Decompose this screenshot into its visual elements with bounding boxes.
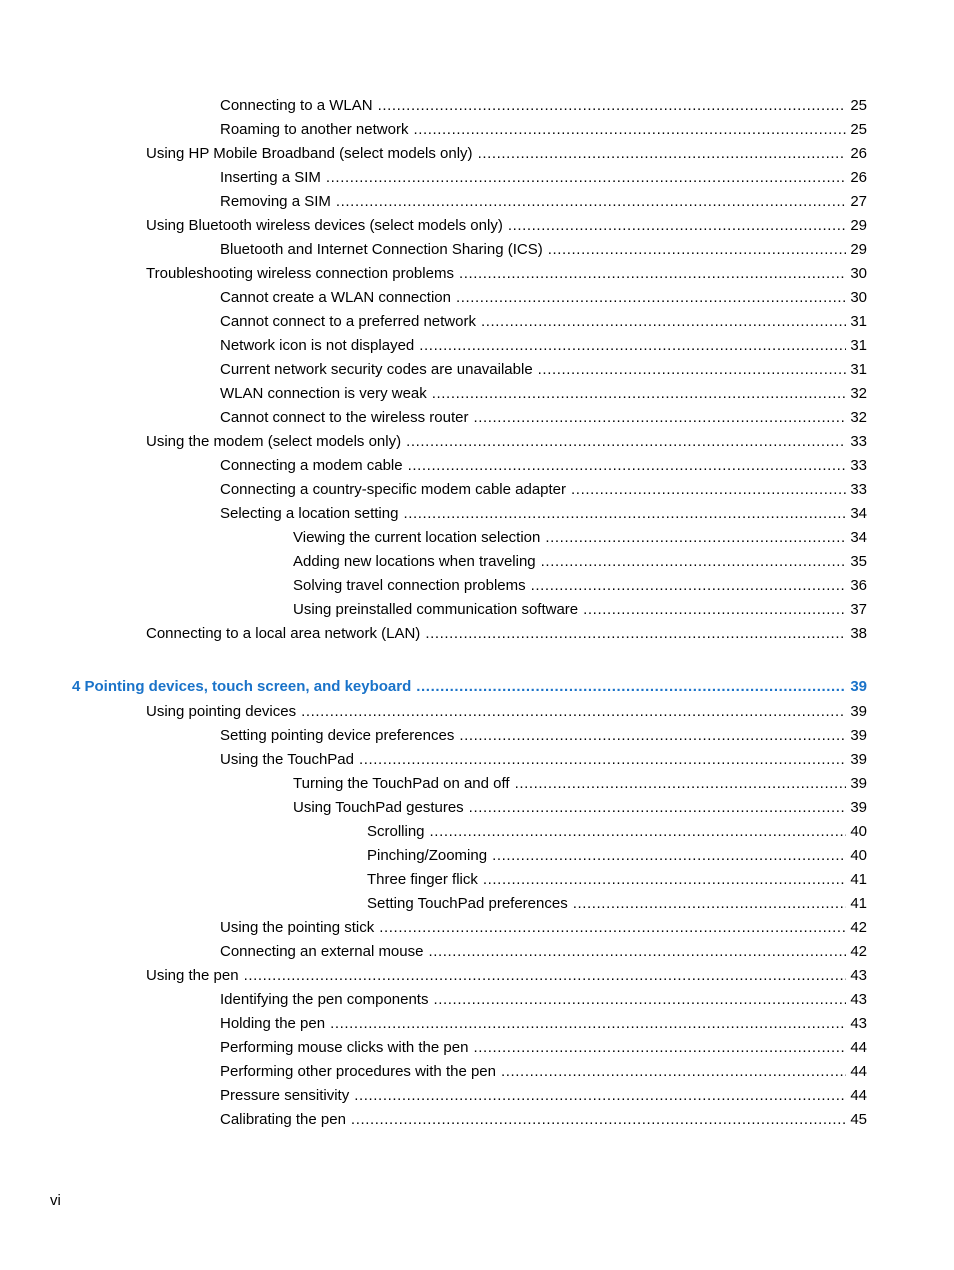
toc-entry-page-number: 39	[850, 751, 867, 768]
toc-entry-page-number: 31	[850, 361, 867, 378]
toc-entry-title: Cannot connect to a preferred network	[220, 313, 476, 330]
toc-entry-page-number: 26	[850, 169, 867, 186]
toc-dot-leader	[456, 288, 846, 308]
toc-entry-row	[220, 480, 867, 500]
toc-entry-row	[220, 942, 867, 962]
toc-entry-title: WLAN connection is very weak	[220, 385, 427, 402]
toc-dot-leader	[531, 576, 847, 596]
toc-entry-title: Performing mouse clicks with the pen	[220, 1039, 469, 1056]
toc-entry-title: Setting pointing device preferences	[220, 727, 455, 744]
toc-entry-page-number: 45	[850, 1111, 867, 1128]
toc-entry-title: Pinching/Zooming	[367, 847, 488, 864]
toc-dot-leader	[573, 894, 847, 914]
toc-entry-row	[367, 846, 867, 866]
toc-entry-title: Connecting to a WLAN	[220, 97, 373, 114]
toc-dot-leader	[515, 774, 847, 794]
toc-dot-leader	[413, 120, 846, 140]
toc-dot-leader	[433, 990, 846, 1010]
toc-entry-row	[220, 312, 867, 332]
toc-entry-title: Connecting a modem cable	[220, 457, 403, 474]
toc-dot-leader	[545, 528, 846, 548]
toc-entry-row	[220, 1014, 867, 1034]
toc-entry-page-number: 43	[850, 991, 867, 1008]
toc-dot-leader	[428, 942, 846, 962]
toc-entry-row	[220, 240, 867, 260]
toc-dot-leader	[403, 504, 846, 524]
toc-entry-page-number: 44	[850, 1087, 867, 1104]
toc-dot-leader	[459, 264, 846, 284]
toc-entry-page-number: 34	[850, 529, 867, 546]
toc-entry-title: Adding new locations when traveling	[293, 553, 536, 570]
toc-entry-title: Cannot create a WLAN connection	[220, 289, 451, 306]
toc-entry-title: Selecting a location setting	[220, 505, 399, 522]
toc-dot-leader	[483, 870, 846, 890]
toc-entry-page-number[interactable]: 39	[850, 678, 867, 695]
toc-entry-row	[220, 990, 867, 1010]
toc-entry-row	[367, 870, 867, 890]
toc-entry-page-number: 33	[850, 481, 867, 498]
toc-entry-page-number: 39	[850, 703, 867, 720]
toc-entry-row	[220, 456, 867, 476]
toc-entry-row	[220, 96, 867, 116]
toc-entry-row	[146, 264, 867, 284]
toc-entry-page-number: 35	[850, 553, 867, 570]
toc-entry-page-number: 44	[850, 1063, 867, 1080]
toc-dot-leader	[459, 726, 846, 746]
toc-dot-leader	[430, 822, 847, 842]
toc-dot-leader	[469, 798, 847, 818]
toc-entry-row	[146, 702, 867, 722]
toc-entry-title: Using the pen	[146, 967, 239, 984]
toc-entry-page-number: 43	[850, 1015, 867, 1032]
toc-entry-page-number: 40	[850, 823, 867, 840]
toc-entry-row	[293, 798, 867, 818]
toc-entry-row	[367, 822, 867, 842]
toc-dot-leader	[416, 677, 846, 697]
toc-entry-row	[220, 1086, 867, 1106]
toc-entry-title: Using the TouchPad	[220, 751, 354, 768]
toc-entry-title: Three finger flick	[367, 871, 478, 888]
toc-entry-row	[146, 966, 867, 986]
toc-entry-row	[146, 432, 867, 452]
toc-dot-leader	[351, 1110, 846, 1130]
toc-entry-row	[220, 336, 867, 356]
toc-dot-leader	[406, 432, 846, 452]
toc-entry-title: Turning the TouchPad on and off	[293, 775, 510, 792]
toc-entry-row	[220, 192, 867, 212]
toc-dot-leader	[583, 600, 846, 620]
toc-dot-leader	[478, 144, 847, 164]
toc-entry-row	[367, 894, 867, 914]
toc-entry-title: Connecting to a local area network (LAN)	[146, 625, 421, 642]
toc-entry-title: Setting TouchPad preferences	[367, 895, 568, 912]
toc-dot-leader	[432, 384, 847, 404]
toc-entry-row	[220, 360, 867, 380]
toc-entry-row	[146, 624, 867, 644]
toc-entry-title: Using the pointing stick	[220, 919, 375, 936]
toc-dot-leader	[408, 456, 847, 476]
toc-entry-page-number: 30	[850, 289, 867, 306]
toc-entry-title: Using HP Mobile Broadband (select models only)	[146, 145, 473, 162]
toc-entry-title: Cannot connect to the wireless router	[220, 409, 469, 426]
toc-entry-row	[220, 288, 867, 308]
toc-entry-title: Connecting an external mouse	[220, 943, 424, 960]
toc-entry-title: Bluetooth and Internet Connection Sharing (ICS)	[220, 241, 543, 258]
toc-entry-page-number: 43	[850, 967, 867, 984]
toc-dot-leader	[301, 702, 846, 722]
toc-entry-page-number: 41	[850, 871, 867, 888]
toc-dot-leader	[501, 1062, 846, 1082]
toc-dot-leader	[571, 480, 846, 500]
toc-entry-page-number: 32	[850, 385, 867, 402]
toc-entry-row	[220, 750, 867, 770]
toc-entry-row	[146, 216, 867, 236]
toc-dot-leader	[244, 966, 847, 986]
toc-entry-title: Using preinstalled communication software	[293, 601, 579, 618]
toc-entry-page-number: 33	[850, 457, 867, 474]
toc-entry-page-number: 29	[850, 217, 867, 234]
toc-dot-leader	[473, 1038, 846, 1058]
toc-entry-page-number: 33	[850, 433, 867, 450]
toc-dot-leader	[336, 192, 846, 212]
toc-dot-leader	[492, 846, 846, 866]
toc-dot-leader	[548, 240, 847, 260]
toc-entry-row	[220, 918, 867, 938]
toc-dot-leader	[419, 336, 846, 356]
toc-entry-page-number: 41	[850, 895, 867, 912]
toc-entry-title: Pressure sensitivity	[220, 1087, 350, 1104]
toc-dot-leader	[330, 1014, 846, 1034]
toc-dot-leader	[473, 408, 846, 428]
toc-dot-leader	[538, 360, 847, 380]
toc-entry-row	[220, 168, 867, 188]
toc-dot-leader	[378, 96, 847, 116]
toc-entry-page-number: 42	[850, 943, 867, 960]
toc-entry-page-number: 29	[850, 241, 867, 258]
toc-entry-row	[220, 384, 867, 404]
toc-entry-page-number: 25	[850, 97, 867, 114]
toc-entry-row	[293, 576, 867, 596]
toc-entry-page-number: 37	[850, 601, 867, 618]
toc-dot-leader	[541, 552, 847, 572]
toc-entry-title: Removing a SIM	[220, 193, 331, 210]
toc-entry-page-number: 39	[850, 799, 867, 816]
toc-entry-title: Using Bluetooth wireless devices (select models only)	[146, 217, 503, 234]
toc-entry-page-number: 42	[850, 919, 867, 936]
toc-entry-row	[220, 726, 867, 746]
toc-dot-leader	[354, 1086, 846, 1106]
toc-entry-page-number: 39	[850, 775, 867, 792]
toc-entry-row	[146, 144, 867, 164]
toc-entry-title: Scrolling	[367, 823, 425, 840]
toc-entry-row	[220, 1110, 867, 1130]
toc-dot-leader	[508, 216, 846, 236]
toc-entry-page-number: 32	[850, 409, 867, 426]
toc-entry-row	[293, 552, 867, 572]
toc-entry-row	[293, 600, 867, 620]
toc-entry-page-number: 34	[850, 505, 867, 522]
toc-entry-page-number: 38	[850, 625, 867, 642]
toc-entry-page-number: 31	[850, 337, 867, 354]
toc-entry-row	[293, 774, 867, 794]
toc-entry-row	[220, 1062, 867, 1082]
toc-entry-title: Using TouchPad gestures	[293, 799, 464, 816]
toc-entry-row	[220, 408, 867, 428]
toc-entry-page-number: 25	[850, 121, 867, 138]
toc-entry-row	[293, 528, 867, 548]
toc-entry-row	[220, 504, 867, 524]
toc-entry-title: Current network security codes are unavailable	[220, 361, 533, 378]
toc-entry-title: Network icon is not displayed	[220, 337, 415, 354]
toc-entry-title: Using the modem (select models only)	[146, 433, 402, 450]
toc-entry-page-number: 44	[850, 1039, 867, 1056]
toc-dot-leader	[326, 168, 846, 188]
toc-dot-leader	[425, 624, 846, 644]
toc-entry-page-number: 26	[850, 145, 867, 162]
toc-entry-page-number: 27	[850, 193, 867, 210]
toc-entry-title: Viewing the current location selection	[293, 529, 541, 546]
toc-entry-row	[220, 1038, 867, 1058]
toc-entry-page-number: 30	[850, 265, 867, 282]
toc-entry-title: Using pointing devices	[146, 703, 297, 720]
toc-entry-title: Identifying the pen components	[220, 991, 429, 1008]
toc-entry-title: Performing other procedures with the pen	[220, 1063, 496, 1080]
toc-entry-title: Troubleshooting wireless connection problems	[146, 265, 454, 282]
toc-dot-leader	[481, 312, 846, 332]
toc-entry-title: Calibrating the pen	[220, 1111, 346, 1128]
toc-entry-title: Holding the pen	[220, 1015, 326, 1032]
toc-entry-page-number: 36	[850, 577, 867, 594]
toc-entry-page-number: 40	[850, 847, 867, 864]
toc-entry-page-number: 31	[850, 313, 867, 330]
toc-entry-title: Solving travel connection problems	[293, 577, 526, 594]
toc-entry-row	[72, 677, 867, 697]
page-number: vi	[50, 1192, 61, 1209]
toc-entry-title: Roaming to another network	[220, 121, 409, 138]
toc-entry-title[interactable]: 4 Pointing devices, touch screen, and keyboard	[72, 678, 412, 695]
toc-dot-leader	[379, 918, 846, 938]
toc-entry-page-number: 39	[850, 727, 867, 744]
toc-entry-row	[220, 120, 867, 140]
toc-entry-title: Inserting a SIM	[220, 169, 321, 186]
toc-entry-title: Connecting a country-specific modem cable adapter	[220, 481, 567, 498]
toc-dot-leader	[359, 750, 846, 770]
